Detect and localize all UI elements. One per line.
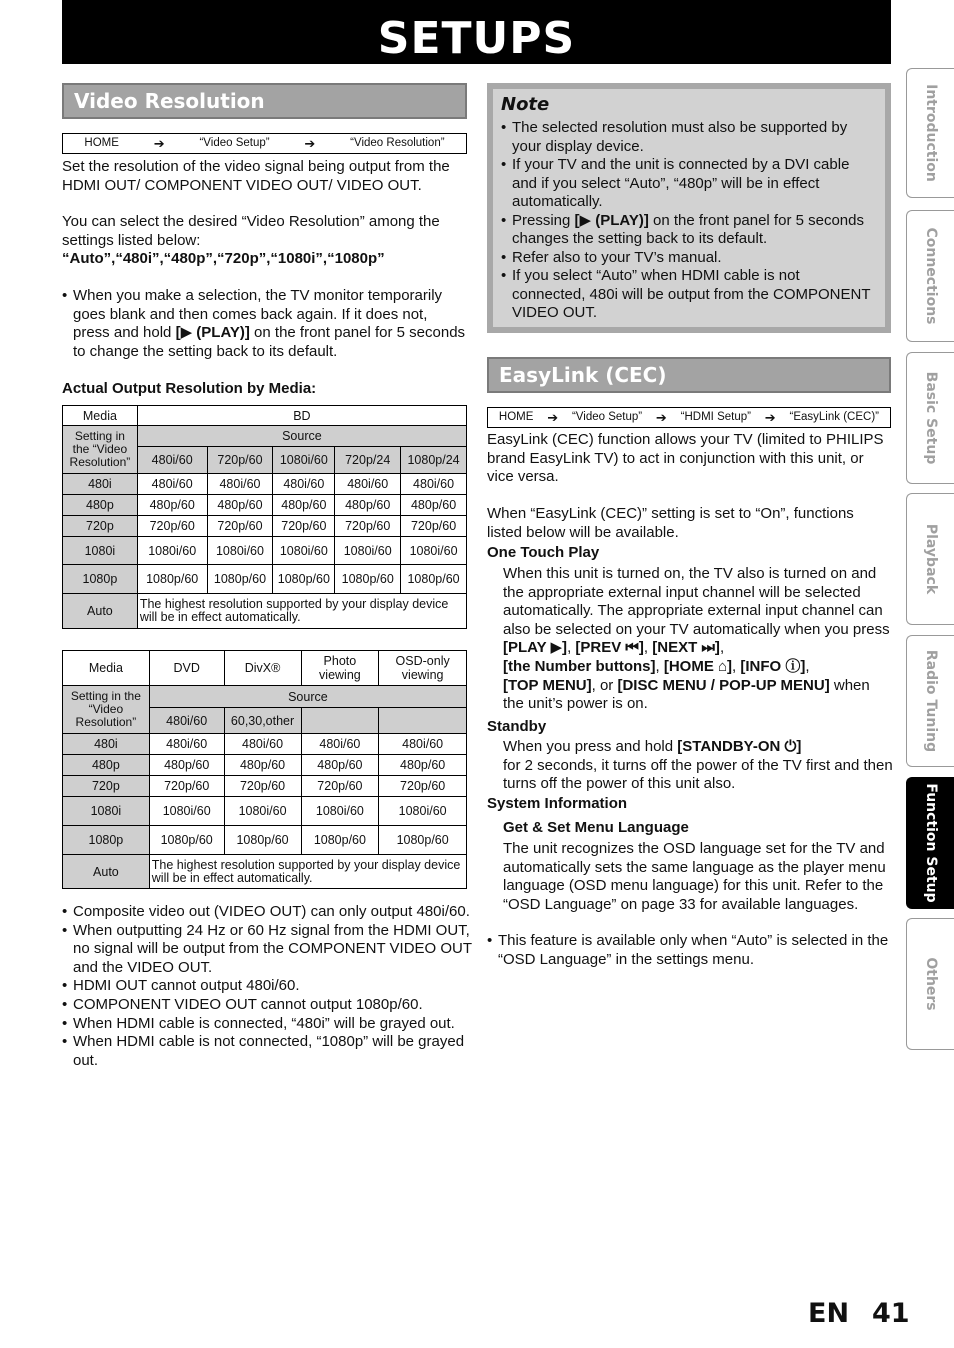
tab-function-setup[interactable] (906, 777, 954, 909)
table-cell: 480p/60 (335, 495, 401, 516)
table-cell: 480p/60 (207, 495, 273, 516)
table-row (63, 651, 467, 686)
table-cell: 1080p/60 (207, 565, 273, 594)
tab-radio-tuning[interactable] (906, 635, 954, 767)
list-item (62, 287, 467, 361)
system-info-heading: System Information (487, 795, 628, 812)
table-cell: 480p/60 (379, 755, 467, 776)
list-item (501, 212, 877, 249)
tab-label: Playback (922, 523, 939, 595)
tab-label: Radio Tuning (922, 649, 939, 753)
table-header: Source (137, 426, 466, 447)
tab-label: Basic Setup (922, 371, 939, 465)
body-text: When this unit is turned on, the TV also is turned on and the appropriate external input channel will be selected automatically. The appropriate external input channel can also be selected on your TV automatically when you press (503, 565, 890, 638)
table-cell: 1080i (63, 537, 138, 565)
table-cell: 480i/60 (273, 474, 335, 495)
media-heading: Actual Output Resolution by Media: (62, 380, 317, 397)
table-cell: 1080p/60 (335, 565, 401, 594)
page-number: 41 (872, 1298, 910, 1329)
arrow-right-icon: ➔ (764, 410, 776, 425)
table-cell: 720p/60 (207, 447, 273, 474)
table-cell: 720p/60 (335, 516, 401, 537)
table-header: Photo viewing (301, 651, 379, 686)
table-row (63, 495, 467, 516)
play-key: [▶ (PLAY)] (574, 211, 649, 229)
table-header: Media (63, 651, 150, 686)
table-cell: 1080p/24 (401, 447, 467, 474)
table-row (63, 826, 467, 855)
breadcrumb-item: “Video Setup” (199, 137, 270, 149)
table-cell: Auto (63, 594, 138, 629)
list-item: • HDMI OUT cannot output 480i/60. (62, 977, 472, 996)
video-resolution-title: Video Resolution (62, 83, 467, 119)
table-header: BD (137, 406, 466, 426)
table-cell: 720p/60 (224, 776, 301, 797)
table-cell: 1080p/60 (273, 565, 335, 594)
next-key: [NEXT ⏭] (652, 639, 720, 657)
table-cell: 720p/60 (301, 776, 379, 797)
breadcrumb-item: “Video Resolution” (350, 137, 445, 149)
bullet-text: on the front panel for 5 seconds to change the setting back to its default. (73, 324, 466, 360)
selection-bullet (62, 287, 467, 361)
table-cell: 1080i/60 (379, 797, 467, 826)
table-cell: 1080i (63, 797, 150, 826)
list-item: • COMPONENT VIDEO OUT cannot output 1080p/60. (62, 996, 472, 1015)
table-cell: 720p/24 (335, 447, 401, 474)
separator: , (567, 639, 576, 657)
table-cell: 1080p/60 (301, 826, 379, 855)
table-cell: 480p/60 (401, 495, 467, 516)
table-cell: 480i/60 (149, 734, 224, 755)
tab-label: Function Setup (922, 783, 939, 903)
bullet-text: When you make a selection, the TV monitor temporarily goes blank and then comes back again. If it does not, press and hold (73, 287, 443, 342)
easylink-intro: EasyLink (CEC) function allows your TV (limited to PHILIPS brand EasyLink TV) to act in conjunction with this unit, or vice versa. (487, 431, 884, 486)
separator: , (719, 639, 725, 657)
table-cell: 480p/60 (273, 495, 335, 516)
table-cell: 720p/60 (273, 516, 335, 537)
resolution-options: “Auto”,“480i”,“480p”,“720p”,“1080i”,“1080p” (62, 250, 385, 267)
easylink-title: EasyLink (CEC) (487, 357, 891, 393)
table-cell: 480i/60 (335, 474, 401, 495)
table-cell: 480i/60 (379, 734, 467, 755)
table-row (63, 406, 467, 426)
table-row (63, 797, 467, 826)
one-touch-play-heading: One Touch Play (487, 544, 600, 561)
list-item: • When outputting 24 Hz or 60 Hz signal from the HDMI OUT, no signal will be output from the COMPONENT VIDEO OUT and the VIDEO OUT. (62, 922, 472, 978)
table-cell: 1080i/60 (224, 797, 301, 826)
language-label: EN (808, 1298, 850, 1329)
tab-label: Introduction (922, 84, 939, 182)
breadcrumb-item: HOME (84, 137, 119, 149)
list-item: • The selected resolution must also be supported by your display device. (501, 119, 877, 156)
note-text: on the front panel for 5 seconds changes the setting back to its default. (512, 211, 864, 247)
page-title: SETUPS (62, 0, 891, 64)
intro-text-2: You can select the desired “Video Resolution” among the settings listed below: (62, 213, 440, 249)
resolution-table-bd (62, 405, 467, 629)
table-cell: 480i (63, 474, 138, 495)
table-cell: 1080i/60 (335, 537, 401, 565)
breadcrumb-item: HOME (498, 411, 534, 423)
table-cell: 480p/60 (224, 755, 301, 776)
note-box (487, 83, 891, 333)
arrow-right-icon: ➔ (153, 136, 165, 151)
table-row (63, 734, 467, 755)
table-row (63, 776, 467, 797)
table-row (63, 755, 467, 776)
table-cell (301, 708, 379, 734)
table-cell: 1080i/60 (137, 537, 207, 565)
table-cell: 1080p/60 (149, 826, 224, 855)
standby-heading: Standby (487, 718, 547, 735)
list-item: • If your TV and the unit is connected by a DVI cable and if you select “Auto”, “480p” will be in effect automatically. (501, 156, 877, 212)
table-row (63, 594, 467, 629)
separator: , or (591, 676, 618, 694)
list-item: • This feature is available only when “Auto” is selected in the “OSD Language” in the settings menu. (487, 932, 891, 969)
table-cell: Auto (63, 855, 150, 889)
note-title: Note (501, 94, 550, 115)
table-row (63, 565, 467, 594)
menu-language-note (487, 932, 891, 969)
disc-menu-key: [DISC MENU / POP-UP MENU] (617, 676, 830, 694)
table-header: Setting in the “Video Resolution” (63, 686, 150, 734)
info-key: [INFO ⓘ] (740, 657, 806, 675)
easylink-intro-2: When “EasyLink (CEC)” setting is set to “On”, functions listed below will be available. (487, 505, 854, 541)
breadcrumb-item: “HDMI Setup” (680, 411, 751, 423)
table-cell: 1080p/60 (137, 565, 207, 594)
table-cell: 480i/60 (137, 447, 207, 474)
table-header: DVD (149, 651, 224, 686)
prev-key: [PREV ⏮] (575, 639, 644, 657)
list-item: • Refer also to your TV’s manual. (501, 249, 877, 268)
list-item: • When HDMI cable is connected, “480i” will be grayed out. (62, 1015, 472, 1034)
home-key: [HOME ⌂] (663, 657, 733, 675)
table-row (63, 686, 467, 708)
table-cell: 480i/60 (224, 734, 301, 755)
menu-language-heading: Get & Set Menu Language (503, 819, 689, 836)
table-cell: 480i (63, 734, 150, 755)
table-cell: 1080p (63, 565, 138, 594)
body-text: for 2 seconds, it turns off the power of the TV first and then turns off the power of this unit also. (503, 756, 893, 793)
menu-language-text: The unit recognizes the OSD language set for the TV and automatically sets the same language as the player menu language (OSD menu language) for this unit. Refer to the “OSD Language” on page 33 for available languages. (503, 840, 886, 913)
intro-text: Set the resolution of the video signal being output from the HDMI OUT/ COMPONENT VIDEO OUT/ VIDEO OUT. (62, 158, 450, 194)
arrow-right-icon: ➔ (655, 410, 667, 425)
table-row (63, 474, 467, 495)
separator: , (655, 657, 664, 675)
table-cell: 720p (63, 516, 138, 537)
table-cell: 1080i/60 (149, 797, 224, 826)
breadcrumb (487, 407, 891, 428)
list-item: • If you select “Auto” when HDMI cable is not connected, 480i will be output from the COMPONENT VIDEO OUT. (501, 267, 877, 323)
separator: , (805, 657, 810, 675)
tab-connections[interactable] (906, 210, 954, 342)
number-buttons-key: [the Number buttons] (503, 657, 656, 675)
table-row (63, 516, 467, 537)
breadcrumb-item: “EasyLink (CEC)” (789, 411, 879, 423)
play-key: [PLAY ▶] (503, 639, 568, 657)
table-header: DivX® (224, 651, 301, 686)
note-text: Pressing (512, 211, 575, 229)
table-cell: 480p (63, 495, 138, 516)
arrow-right-icon: ➔ (304, 136, 316, 151)
tab-introduction[interactable] (906, 68, 954, 198)
table-cell: 1080p (63, 826, 150, 855)
breadcrumb (62, 133, 467, 154)
standby-key: [STANDBY-ON ⏻] (677, 738, 802, 755)
tab-label: Connections (922, 227, 939, 325)
table-cell: 60,30,other (224, 708, 301, 734)
separator: , (732, 657, 741, 675)
table-cell: 1080i/60 (401, 537, 467, 565)
table-cell: The highest resolution supported by your display device will be in effect automatically. (137, 594, 466, 629)
tab-playback[interactable] (906, 493, 954, 625)
table-cell: 1080p/60 (401, 565, 467, 594)
table-cell: 480p/60 (149, 755, 224, 776)
arrow-right-icon: ➔ (547, 410, 559, 425)
table-header: Source (149, 686, 466, 708)
table-header: Setting in the “Video Resolution” (63, 426, 138, 474)
table-header: Media (63, 406, 138, 426)
resolution-table-dvd (62, 650, 467, 889)
one-touch-play-text (503, 565, 893, 714)
tab-others[interactable] (906, 918, 954, 1050)
table-row (63, 537, 467, 565)
list-item: • When HDMI cable is not connected, “1080p” will be grayed out. (62, 1033, 472, 1070)
breadcrumb-item: “Video Setup” (571, 411, 643, 423)
table-cell: 720p/60 (207, 516, 273, 537)
top-menu-key: [TOP MENU] (503, 676, 592, 694)
table-cell: 1080i/60 (207, 537, 273, 565)
table-cell: 1080i/60 (273, 537, 335, 565)
table-cell: 720p/60 (149, 776, 224, 797)
table-cell: 480p/60 (137, 495, 207, 516)
table-cell: 720p/60 (379, 776, 467, 797)
body-text: when the unit’s power is on. (503, 676, 870, 713)
tab-label: Others (922, 957, 939, 1011)
table-cell: 720p (63, 776, 150, 797)
table-cell (379, 708, 467, 734)
table-cell: 480i/60 (137, 474, 207, 495)
table-row (63, 855, 467, 889)
table-cell: The highest resolution supported by your display device will be in effect automatically. (149, 855, 466, 889)
table-cell: 480i/60 (207, 474, 273, 495)
table-cell: 480i/60 (301, 734, 379, 755)
table-cell: 1080p/60 (224, 826, 301, 855)
table-header: OSD-only viewing (379, 651, 467, 686)
footnote-list (62, 903, 472, 1070)
separator: , (643, 639, 653, 657)
table-cell: 480p/60 (301, 755, 379, 776)
table-cell: 480p (63, 755, 150, 776)
body-text: When you press and hold (503, 738, 678, 755)
table-cell: 1080i/60 (301, 797, 379, 826)
tab-basic-setup[interactable] (906, 352, 954, 484)
table-cell: 720p/60 (401, 516, 467, 537)
list-item: • Composite video out (VIDEO OUT) can only output 480i/60. (62, 903, 472, 922)
table-cell: 480i/60 (401, 474, 467, 495)
table-row (63, 426, 467, 447)
table-cell: 1080p/60 (379, 826, 467, 855)
standby-text (503, 738, 893, 794)
table-cell: 1080i/60 (273, 447, 335, 474)
table-cell: 720p/60 (137, 516, 207, 537)
play-key: [▶ (PLAY)] (175, 324, 250, 342)
table-cell: 480i/60 (149, 708, 224, 734)
